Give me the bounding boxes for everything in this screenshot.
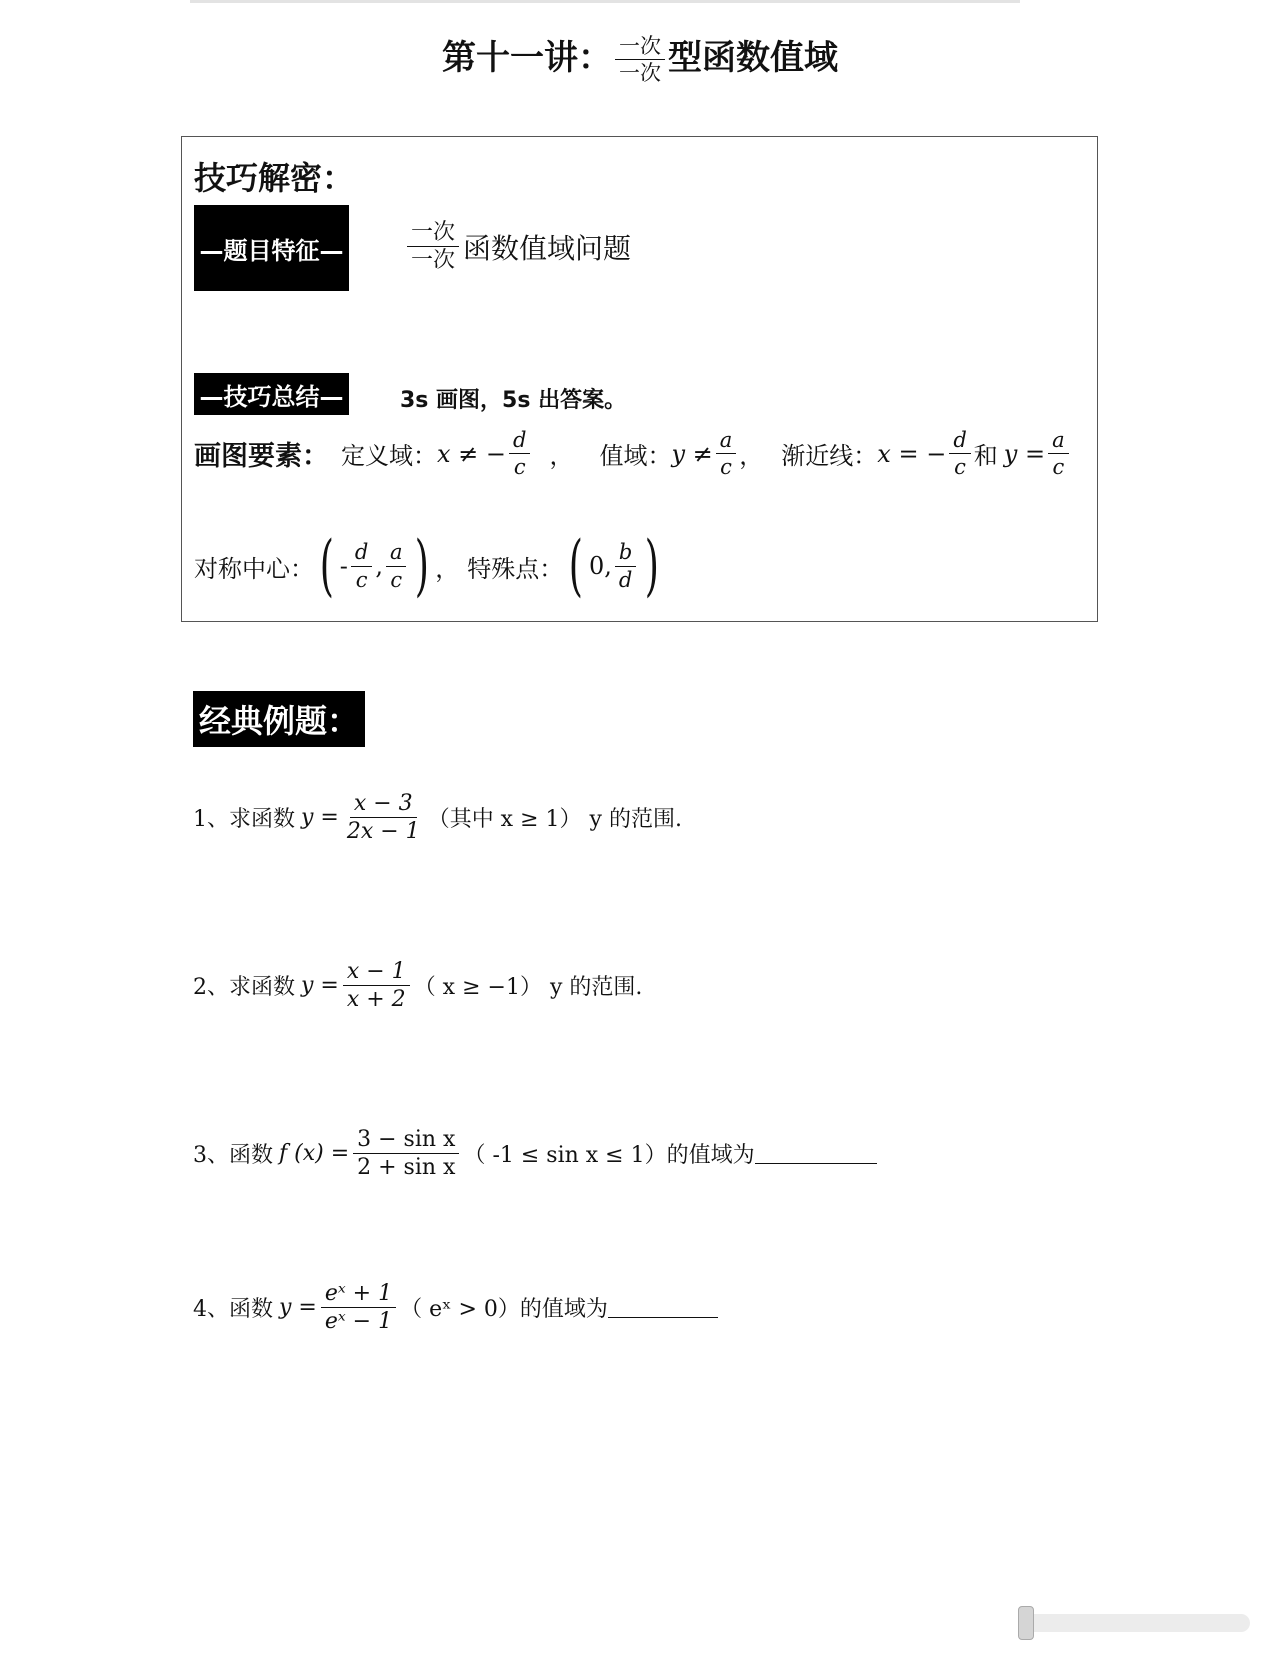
domain-expr: x ≠ − bbox=[437, 439, 507, 468]
problem-3-answer-blank[interactable] bbox=[755, 1143, 877, 1164]
title-frac-num: 一次 bbox=[615, 35, 665, 60]
problem-1-tail: y 的范围. bbox=[589, 807, 682, 833]
feature-description: 函数值域问题 bbox=[463, 231, 632, 265]
problem-3-num: 3 − sin x bbox=[353, 1128, 459, 1154]
special-b: b bbox=[615, 541, 636, 566]
domain-num: d bbox=[509, 429, 530, 454]
problem-2-num: x − 1 bbox=[343, 960, 410, 986]
left-paren: ( bbox=[319, 527, 334, 604]
special-fraction bbox=[615, 541, 636, 590]
left-paren-2: ( bbox=[569, 527, 584, 604]
center-comma: , bbox=[375, 552, 383, 580]
summary-text: 3s 画图，5s 出答案。 bbox=[400, 388, 627, 413]
right-paren-2: ) bbox=[645, 527, 660, 604]
horizontal-scrollbar[interactable] bbox=[1025, 1614, 1250, 1632]
scrollbar-thumb[interactable] bbox=[1018, 1606, 1034, 1640]
asym-y-num: a bbox=[1048, 429, 1069, 454]
feature-text bbox=[404, 221, 631, 272]
domain-label: 定义域： bbox=[341, 442, 437, 471]
problem-4 bbox=[193, 1282, 718, 1333]
center-c2: c bbox=[390, 567, 403, 592]
problem-3-condition: （ -1 ≤ sin x ≤ 1） bbox=[463, 1143, 667, 1169]
problem-2-tail: y 的范围. bbox=[549, 975, 643, 1001]
problem-1-condition: （其中 x ≥ 1） bbox=[427, 807, 582, 833]
range-label: 值域： bbox=[599, 442, 672, 471]
problem-4-tail: 的值域为 bbox=[519, 1297, 608, 1323]
asymptote-label: 渐近线： bbox=[781, 442, 878, 471]
problem-3-den: 2 + sin x bbox=[357, 1155, 456, 1181]
problem-4-num: eˣ + 1 bbox=[321, 1282, 396, 1308]
domain-fraction bbox=[509, 429, 530, 478]
problem-2-fraction bbox=[343, 960, 410, 1011]
summary-tag: —技巧总结— bbox=[194, 373, 349, 415]
problem-2-index: 2、求函数 bbox=[193, 975, 295, 1001]
top-rule bbox=[190, 0, 1020, 3]
problem-3 bbox=[193, 1128, 877, 1179]
range-fraction bbox=[716, 429, 737, 478]
problem-2-condition: （ x ≥ −1） bbox=[413, 975, 542, 1001]
title-frac-den: 一次 bbox=[619, 61, 661, 85]
asym-x-den: c bbox=[954, 455, 966, 480]
special-zero: 0, bbox=[588, 552, 612, 580]
center-c1: c bbox=[355, 567, 368, 592]
asymptote-x-expr: x = − bbox=[877, 439, 947, 468]
title-fraction bbox=[615, 35, 665, 84]
asymptote-y-expr: y = bbox=[1003, 439, 1046, 468]
feature-frac-den: 一次 bbox=[411, 248, 456, 274]
asym-y-den: c bbox=[1052, 455, 1065, 480]
problem-4-den: eˣ − 1 bbox=[324, 1309, 393, 1335]
feature-tag: —题目特征— bbox=[194, 205, 349, 291]
problem-1-index: 1、求函数 bbox=[193, 807, 295, 833]
right-paren: ) bbox=[415, 527, 430, 604]
problem-3-index: 3、函数 bbox=[193, 1143, 273, 1169]
draw-elements-line bbox=[194, 429, 1072, 478]
range-expr: y ≠ bbox=[671, 439, 713, 468]
problem-4-condition: （ eˣ > 0） bbox=[400, 1297, 520, 1323]
symmetry-separator: ， bbox=[435, 554, 460, 583]
center-d: d bbox=[351, 541, 372, 566]
problem-1-num: x − 3 bbox=[350, 792, 417, 818]
center-label: 对称中心： bbox=[194, 554, 314, 583]
problem-4-index: 4、函数 bbox=[193, 1297, 273, 1323]
center-y-fraction bbox=[386, 541, 407, 590]
special-d: d bbox=[618, 567, 633, 592]
center-x-fraction bbox=[351, 541, 372, 590]
problem-1-den: 2x − 1 bbox=[346, 819, 420, 845]
range-den: c bbox=[720, 455, 732, 480]
problem-1-lhs: y = bbox=[301, 805, 339, 831]
title-prefix: 第十一讲： bbox=[442, 38, 612, 78]
problem-2-lhs: y = bbox=[301, 973, 339, 999]
range-num: a bbox=[716, 429, 737, 454]
comma-2: ， bbox=[739, 442, 764, 471]
draw-label: 画图要素： bbox=[194, 441, 329, 473]
center-a: a bbox=[386, 541, 407, 566]
feature-fraction bbox=[407, 221, 459, 272]
problem-1-fraction bbox=[343, 792, 424, 843]
page-title bbox=[0, 30, 1280, 84]
feature-frac-num: 一次 bbox=[407, 221, 459, 247]
comma-1: ， bbox=[549, 442, 574, 471]
problem-2-den: x + 2 bbox=[346, 987, 406, 1013]
special-point-label: 特殊点： bbox=[467, 554, 564, 583]
minus-sign: - bbox=[339, 552, 348, 580]
problem-4-lhs: y = bbox=[279, 1295, 317, 1321]
asymptote-x-fraction bbox=[949, 429, 970, 478]
title-suffix: 型函数值域 bbox=[668, 38, 838, 78]
asym-x-num: d bbox=[949, 429, 970, 454]
domain-den: c bbox=[513, 455, 526, 480]
problem-3-tail: 的值域为 bbox=[666, 1143, 755, 1169]
problem-2 bbox=[193, 960, 642, 1011]
problem-4-answer-blank[interactable] bbox=[608, 1297, 718, 1318]
problem-4-fraction bbox=[321, 1282, 396, 1333]
asymptote-y-fraction bbox=[1048, 429, 1069, 478]
symmetry-line bbox=[194, 527, 665, 604]
examples-heading: 经典例题： bbox=[193, 691, 365, 747]
tips-box bbox=[181, 136, 1098, 622]
and-text: 和 bbox=[973, 442, 998, 471]
problem-1 bbox=[193, 792, 682, 843]
problem-3-lhs: f (x) = bbox=[279, 1141, 350, 1167]
problem-3-fraction bbox=[353, 1128, 459, 1179]
tips-heading: 技巧解密： bbox=[194, 159, 355, 197]
